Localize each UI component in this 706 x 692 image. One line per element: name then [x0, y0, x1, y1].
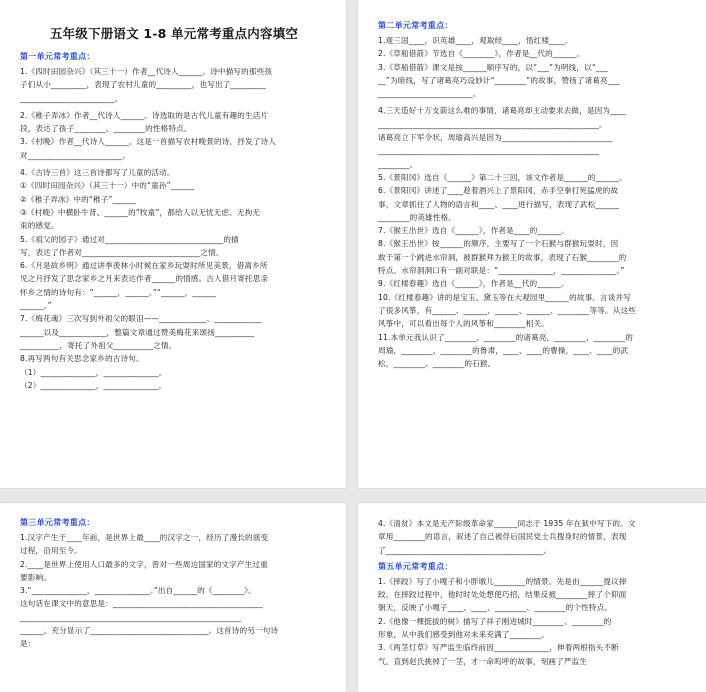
text-line: ________________________________________________________: [20, 612, 242, 622]
text-line: 周瑜，________、________的鲁肃，____、____的曹操，____、____的武: [378, 345, 629, 355]
text-line: ③《村晚》中横卧牛背、______的“牧童”，都给人以无忧无虑、无拘无: [20, 207, 261, 217]
section-3-heading: 第三单元常考重点：: [20, 518, 95, 527]
section-5-heading: 第五单元常考重点：: [378, 561, 453, 571]
text-line: 3.《两茎灯草》写严监生临终前因______________，伸着两根指头不断: [378, 643, 619, 653]
text-line: 1.《摔跤》写了小嘎子和小胖墩儿________的情景。先是由______提议摔: [378, 576, 627, 586]
text-line: 4.《清贫》本文是无产阶级革命家______同志于 1935 年在狱中写下的。文: [378, 519, 636, 528]
text-line: 8.《猴王出世》按______的顺序，主要写了一个石猴与群猴玩耍时，因: [378, 239, 619, 249]
text-line: 2.《草船借箭》节选自《________》，作者是__代的______。: [378, 49, 585, 59]
text-line: 这句话在课文中的意思是：______________________________________: [20, 599, 263, 609]
text-line: 要影响。: [20, 572, 51, 582]
text-line: __________，寄托了外祖父__________之情。: [20, 340, 177, 350]
section-1-heading: 第一单元常考重点：: [20, 52, 95, 61]
text-line: 3.《村晚》作者__代诗人______。这是一首描写农村晚景的诗，抒发了诗人: [20, 137, 276, 147]
text-line: 6.《景阳冈》讲述了____趁着酒兴上了景阳冈，赤手空拳打死猛虎的故: [378, 186, 619, 196]
text-line: 写，表达了作者对______________________________之情。: [20, 247, 224, 257]
text-line: 章用________的语言，叙述了自己被俘后国民党士兵搜身时的情景，表现: [378, 532, 627, 542]
document-page-2: [358, 0, 706, 488]
section-2-heading: 第二单元常考重点：: [378, 21, 453, 30]
text-line: ①《四时田园杂兴》（其三十一）中的“童孙”______: [20, 181, 195, 191]
text-line: ______。充分显示了______________________________。这首诗的另一句诗: [20, 626, 279, 636]
document-page-1: [0, 0, 346, 488]
text-line: ________的英雄性格。: [378, 212, 457, 222]
text-line: 段，表达了孩子________、________的性格特点。: [20, 124, 192, 134]
text-line: 8.再写两句有关思念家乡的古诗句。: [20, 354, 144, 364]
text-line: 1.汉字产生于____年前，是世界上最____的汉字之一，经历了漫长的演变: [20, 533, 269, 542]
text-line: 过程，沿用至今。: [20, 546, 82, 556]
text-line: 6.《月是故乡明》通过讲季羡林小时候在家乡玩耍时所见美景，借离乡所: [20, 261, 268, 271]
section-3-body: [20, 531, 328, 651]
text-line: ________________________________________________________: [378, 146, 600, 156]
text-line: 3.“______________，______________。”出自______的《________》。: [20, 586, 256, 596]
text-line: ________________________。: [378, 89, 481, 99]
text-line: 风筝中，可以看出每个人的风筝和________相关。: [378, 319, 549, 329]
text-line: 10.《红楼春趣》讲的是宝玉、黛玉等在大观园里______的故事。言谈并写: [378, 292, 632, 302]
text-line: 松，________、________的石猴。: [378, 359, 496, 369]
text-line: 1.观三国____，识英雄____，观取经____，悟红楼____。: [378, 36, 573, 45]
section-2-body: [378, 34, 690, 370]
text-line: 是：: [20, 639, 36, 649]
text-line: 9.《红楼春趣》选自《______》，作者是__代的______。: [378, 279, 569, 289]
text-line: 见之月抒发了思念家乡之月来表达作者______的情感。古人借月寄托思亲: [20, 274, 269, 284]
document-page-3: [0, 503, 346, 692]
text-line: ________________________________________________________。: [378, 119, 607, 129]
text-line: 怀乡之情的诗句有：“______，______。”“______，______: [20, 287, 217, 297]
text-line: ______。”: [20, 301, 52, 311]
page-4-top-body: [378, 517, 690, 557]
text-line: 5.《祖父的园子》通过对______________________________的描: [20, 234, 239, 244]
document-title: 五年级下册语文 1-8 单元常考重点内容填空: [49, 26, 299, 41]
text-line: 特点。水帘洞洞口有一副对联是：“______________，______________。”: [378, 266, 625, 276]
text-line: 形象，从中我们感受到他对未来充满了________。: [378, 630, 549, 640]
text-line: 11.本单元我认识了________、________的诸葛亮，________、________的: [378, 332, 633, 342]
text-line: 跤，在摔跤过程中，他时时处处想使巧招，结果反被________摔了个仰面: [378, 590, 627, 600]
document-page-4: [358, 503, 706, 692]
text-line: 2.《稚子弄冰》作者__代诗人______。诗选取的是古代儿童有趣的生活片: [20, 110, 269, 120]
text-line: 1.《四时田园杂兴》（其三十一）作者__代诗人______。诗中描写的那些孩: [20, 67, 273, 76]
text-line: ______以及____________，整篇文章通过赞美梅花来颂扬__________: [20, 327, 255, 337]
text-line: ②《稚子弄冰》中的“稚子”______: [20, 194, 137, 204]
text-line: 束的感觉。: [20, 221, 59, 231]
text-line: 7.《梅花魂》三次写到外祖父的眼泪——____________、____________: [20, 314, 262, 324]
text-line: ________________________。: [20, 93, 123, 103]
text-line: 对________________________。: [20, 150, 131, 160]
text-line: 子们从小_________，表现了农村儿童的_________，也写出了_________: [20, 80, 266, 90]
text-line: 了________________________________________。: [378, 545, 552, 555]
text-line: ________。: [378, 159, 418, 169]
text-line: 朝天，反映了小嘎子____、____、________、________的个性特点。: [378, 603, 613, 613]
text-line: 气，直到赵氏挑掉了一茎，才一命呜呼的故事，刻画了严监生: [378, 656, 588, 666]
text-line: 事，文章抓住了人物的语言和____、____进行描写，表现了武松______: [378, 199, 620, 209]
text-line: 4.三天造好十万支箭这么难的事情，诸葛亮却主动要求去做，是因为____: [378, 106, 626, 116]
text-line: __”为暗线，写了诸葛亮巧设妙计“________”的故事，赞扬了诸葛亮___: [378, 75, 620, 85]
text-line: 了很多风筝，有______、______、______、______、________等等。从这些: [378, 305, 636, 315]
text-line: 3.《草船借箭》课文是按______顺序写的，以“___”为明线，以“___: [378, 62, 608, 72]
text-line: 5.《景阳冈》选自《______》第二十三回，该文作者是______的______。: [378, 172, 627, 182]
text-line: 4.《古诗三首》这三首诗都写了儿童的活动。: [20, 168, 175, 178]
section-1-body: [20, 65, 328, 392]
text-line: 7.《猴王出世》选自《______》，作者是____的______。: [378, 226, 569, 236]
text-line: （2）______________，______________。: [20, 380, 167, 390]
text-line: 2.____是世界上使用人口最多的文字，曾对一些周边国家的文字产生过重: [20, 559, 268, 569]
text-line: 2.《他像一棵挺拔的树》描写了祥子刚进城时________、________的: [378, 616, 612, 626]
text-line: 诸葛亮立下军令状，周瑜高兴是因为____________________________: [378, 133, 613, 143]
text-line: 敢于第一个跳进水帘洞，被群猴拜为猴王的故事，表现了石猴________的: [378, 252, 627, 262]
section-5-body: [378, 575, 690, 668]
text-line: （1）______________，______________。: [20, 367, 167, 377]
